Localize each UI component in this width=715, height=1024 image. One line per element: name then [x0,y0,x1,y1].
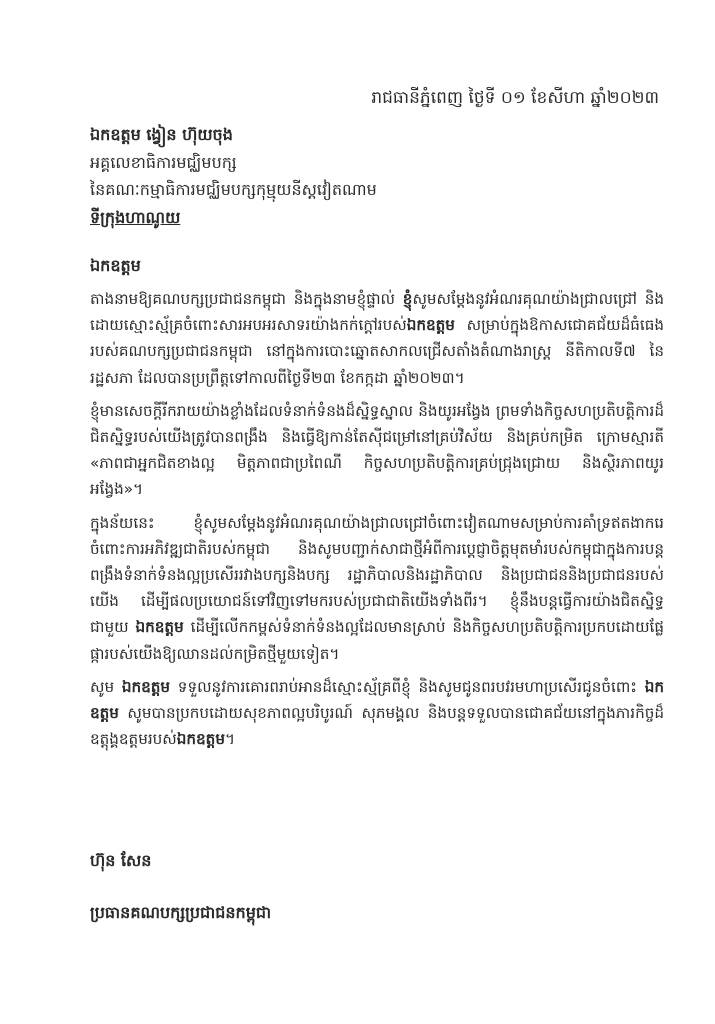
emphasized-text: ឯកឧត្តម [406,316,455,335]
signer-name: ហ៊ុន សែន [90,851,152,870]
paragraph-1 [90,286,664,391]
paragraph-text: សូម [90,677,122,696]
emphasized-text: ឯកឧត្តម [176,730,225,749]
paragraph-text: សូមសម្ដែងនូវអំណរគុណយ៉ាងជ្រាលជ្រៅ និងដោយស្មោះស្ម័គ្រចំពោះសារអបអរសាទរយ៉ាងកក់ក្ដៅរបស់ [90,290,664,335]
emphasized-text: ឯកឧត្តម [135,618,184,637]
recipient-name: ឯកឧត្តម ង្វៀន ហ៊ុយចុង [90,125,233,144]
paragraph-text: ខ្ញុំមានសេចក្ដីរីករាយយ៉ាងខ្លាំងដែលទំនាក់ទំនងដ៏ស្និទ្ធស្នាល និងយូរអង្វែង ព្រមទាំងកិច្ចសហប្រតិបត្តិការដ៏ជិតស្និទ្ធរបស់យើងត្រូវបានពង្រឹង និងធ្វើឱ្យកាន់តែស៊ីជម្រៅនៅគ្រប់វិស័យ និងគ្រប់កម្រិត ក្រោមស្មារតី «ភាពជាអ្នកជិតខាងល្អ មិត្តភាពជាប្រពៃណី កិច្ចសហប្រតិបត្តិការគ្រប់ជ្រុងជ្រោយ និងស្ថិរភាពយូរអង្វែង»។ [90,401,664,499]
paragraph-text: ទទួលនូវការគោរពរាប់អានដ៏ស្មោះស្ម័គ្រពីខ្ញុំ និងសូមជូនពរបវរមហាប្រសើរជូនចំពោះ [170,677,645,696]
emphasized-text: ឯកឧត្តម [90,677,664,723]
letter-body [90,286,664,759]
signer-title: ប្រធានគណបក្សប្រជាជនកម្ពុជា [90,903,272,922]
recipient-city: ទីក្រុងហាណូយ [90,207,181,227]
paragraph-text: តាងនាមឱ្យគណបក្សប្រជាជនកម្ពុជា និងក្នុងនាមខ្ញុំផ្ទាល់ [90,290,403,308]
paragraph-3 [90,510,664,667]
paragraph-text: សូមបានប្រកបដោយសុខភាពល្អបរិបូរណ៍ សុភមង្គល និងបន្តទទួលបានជោគជ័យនៅក្នុងភារកិច្ចដ៏ឧត្ដុង្គឧត្ដមរបស់ [90,704,664,749]
paragraph-text: ។ [224,730,235,749]
emphasized-text: ខ្ញុំ [402,290,413,308]
date-line: រាជធានីភ្នំពេញ ថ្ងៃទី ០១ ខែសីហា ឆ្នាំ២០២៣ [371,88,659,108]
paragraph-text: ក្នុងន័យនេះ ខ្ញុំសូមសម្ដែងនូវអំណរគុណយ៉ាងជ្រាលជ្រៅចំពោះវៀតណាមសម្រាប់ការគាំទ្រឥតងាករេចំពោះការអភិវឌ្ឍជាតិរបស់កម្ពុជា និងសូមបញ្ជាក់សាជាថ្មីអំពីការប្ដេជ្ញាចិត្តមុតមាំរបស់កម្ពុជាក្នុងការបន្តពង្រឹងទំនាក់ទំនងល្អប្រសើររវាងបក្សនិងបក្ស រដ្ឋាភិបាលនិងរដ្ឋាភិបាល និងប្រជាជននិងប្រជាជនរបស់យើង ដើម្បីផលប្រយោជន៍ទៅវិញទៅមករបស់ប្រជាជាតិយើងទាំងពីរ។ ខ្ញុំនឹងបន្តធ្វើការយ៉ាងជិតស្និទ្ធជាមួយ [90,513,664,637]
paragraph-4 [90,674,664,753]
recipient-role-line-1: អគ្គលេខាធិការមជ្ឈិមបក្ស [90,152,237,172]
recipient-role-line-2: នៃគណៈកម្មាធិការមជ្ឈិមបក្សកុម្មុយនីស្តវៀតណាម [90,180,377,199]
paragraph-2 [90,398,664,503]
salutation: ឯកឧត្តម [90,256,141,275]
addressee-block [90,121,650,231]
emphasized-text: ឯកឧត្តម [121,677,171,696]
paragraph-text: ដើម្បីលើកកម្ពស់ទំនាក់ទំនងល្អដែលមានស្រាប់ និងកិច្ចសហប្រតិបត្តិការប្រកបដោយផ្លែផ្ការបស់យើងឱ្យឈានដល់កម្រិតថ្មីមួយទៀត។ [90,618,664,663]
paragraph-text: សម្រាប់ក្នុងឱកាសជោគជ័យដ៏ធំធេងរបស់គណបក្សប្រជាជនកម្ពុជា នៅក្នុងការបោះឆ្នោតសាកលជ្រើសតាំងតំណាងរាស្ត្រ នីតិកាលទី៧ នៃរដ្ឋសភា ដែលបានប្រព្រឹត្តទៅកាលពីថ្ងៃទី២៣ ខែកក្កដា ឆ្នាំ២០២៣។ [90,316,664,387]
